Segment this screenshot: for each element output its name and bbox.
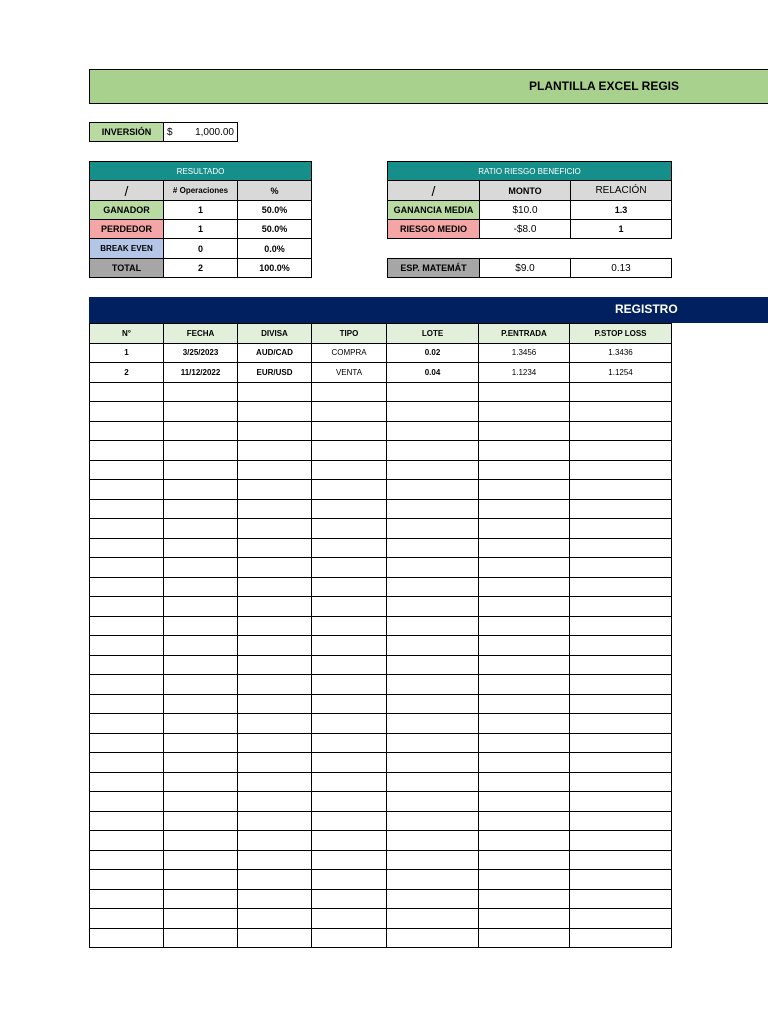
table-cell[interactable] (238, 655, 312, 675)
ratio-col-monto: MONTO (479, 180, 571, 201)
table-cell[interactable] (164, 753, 238, 773)
esp-matemat-label: ESP. MATEMÁT (387, 258, 480, 278)
table-cell[interactable] (238, 402, 312, 422)
trade-log-table (89, 323, 672, 948)
table-cell[interactable] (90, 655, 164, 675)
table-cell[interactable] (387, 675, 479, 695)
table-cell[interactable] (90, 753, 164, 773)
table-cell[interactable]: 0.02 (387, 343, 479, 363)
table-row (90, 694, 672, 714)
table-cell[interactable] (570, 928, 672, 948)
table-cell[interactable] (312, 402, 387, 422)
table-cell[interactable]: 1.3456 (479, 343, 570, 363)
table-cell[interactable] (479, 928, 570, 948)
table-cell[interactable] (479, 402, 570, 422)
table-cell[interactable] (238, 889, 312, 909)
table-cell[interactable]: 2 (90, 363, 164, 383)
resultado-col-pct: % (237, 180, 312, 201)
break-even-pct[interactable]: 0.0% (237, 238, 312, 259)
table-cell[interactable]: AUD/CAD (238, 343, 312, 363)
table-cell[interactable] (164, 889, 238, 909)
table-cell[interactable] (312, 889, 387, 909)
table-cell[interactable] (479, 792, 570, 812)
table-cell[interactable] (387, 772, 479, 792)
table-cell[interactable] (238, 831, 312, 851)
table-cell[interactable] (387, 733, 479, 753)
table-cell[interactable] (238, 577, 312, 597)
ganancia-media-monto[interactable]: $10.0 (479, 200, 571, 220)
table-cell[interactable] (90, 441, 164, 461)
table-cell[interactable] (164, 616, 238, 636)
riesgo-medio-monto[interactable]: -$8.0 (479, 219, 571, 239)
table-cell[interactable] (90, 538, 164, 558)
ratio-header: RATIO RIESGO BENEFICIO (387, 161, 672, 181)
table-cell[interactable] (90, 460, 164, 480)
table-cell[interactable] (479, 538, 570, 558)
table-row (90, 675, 672, 695)
table-cell[interactable] (479, 753, 570, 773)
table-cell[interactable] (238, 870, 312, 890)
table-cell[interactable] (570, 382, 672, 402)
table-cell[interactable] (570, 558, 672, 578)
table-cell[interactable] (312, 499, 387, 519)
table-cell[interactable] (570, 675, 672, 695)
registro-band (89, 297, 768, 323)
table-cell[interactable] (238, 519, 312, 539)
table-cell[interactable] (387, 850, 479, 870)
total-label: TOTAL (89, 258, 164, 278)
table-cell[interactable] (164, 733, 238, 753)
table-cell[interactable] (164, 558, 238, 578)
table-cell[interactable] (479, 421, 570, 441)
table-cell[interactable] (312, 636, 387, 656)
table-cell[interactable] (164, 382, 238, 402)
table-cell[interactable] (387, 889, 479, 909)
table-cell[interactable] (312, 792, 387, 812)
table-cell[interactable] (387, 909, 479, 929)
table-cell[interactable] (238, 694, 312, 714)
esp-matemat-monto[interactable]: $9.0 (479, 258, 571, 278)
table-cell[interactable] (238, 382, 312, 402)
table-cell[interactable] (90, 577, 164, 597)
perdedor-pct[interactable]: 50.0% (237, 219, 312, 239)
table-cell[interactable] (164, 714, 238, 734)
table-header-row (90, 324, 672, 344)
riesgo-medio-label: RIESGO MEDIO (387, 219, 480, 239)
table-cell[interactable] (238, 675, 312, 695)
table-cell[interactable] (90, 636, 164, 656)
table-cell[interactable] (387, 558, 479, 578)
ganancia-media-label: GANANCIA MEDIA (387, 200, 480, 220)
esp-matemat-relacion[interactable]: 0.13 (570, 258, 672, 278)
table-cell[interactable] (387, 460, 479, 480)
table-cell[interactable] (479, 460, 570, 480)
table-cell[interactable] (164, 577, 238, 597)
table-cell[interactable] (570, 421, 672, 441)
table-cell[interactable] (387, 402, 479, 422)
table-cell[interactable]: 1.1234 (479, 363, 570, 383)
table-cell[interactable] (387, 616, 479, 636)
table-row (90, 909, 672, 929)
table-cell[interactable] (479, 694, 570, 714)
table-cell[interactable] (238, 753, 312, 773)
table-cell[interactable] (479, 519, 570, 539)
table-cell[interactable]: 3/25/2023 (164, 343, 238, 363)
ganador-ops[interactable]: 1 (163, 200, 238, 220)
investment-amount: 1,000.00 (195, 126, 234, 138)
table-row (90, 597, 672, 617)
table-row (90, 772, 672, 792)
table-cell[interactable] (312, 597, 387, 617)
table-cell[interactable] (570, 402, 672, 422)
table-cell[interactable] (570, 480, 672, 500)
table-cell[interactable] (90, 519, 164, 539)
perdedor-ops[interactable]: 1 (163, 219, 238, 239)
table-cell[interactable] (387, 538, 479, 558)
investment-value[interactable] (163, 122, 238, 142)
table-row (90, 831, 672, 851)
col-header-n: N° (90, 324, 164, 344)
table-cell[interactable] (90, 772, 164, 792)
table-cell[interactable] (479, 850, 570, 870)
table-cell[interactable] (479, 714, 570, 734)
table-cell[interactable] (238, 909, 312, 929)
resultado-col-slash: / (89, 180, 164, 201)
table-cell[interactable] (312, 870, 387, 890)
table-cell[interactable] (164, 831, 238, 851)
table-cell[interactable] (312, 694, 387, 714)
table-row (90, 714, 672, 734)
table-cell[interactable] (238, 441, 312, 461)
table-cell[interactable] (164, 694, 238, 714)
registro-title: REGISTRO (615, 302, 678, 316)
table-cell[interactable] (387, 519, 479, 539)
table-cell[interactable]: VENTA (312, 363, 387, 383)
table-cell[interactable] (90, 909, 164, 929)
table-row (90, 733, 672, 753)
table-row (90, 382, 672, 402)
table-cell[interactable] (570, 870, 672, 890)
table-cell[interactable] (570, 655, 672, 675)
table-cell[interactable] (570, 577, 672, 597)
table-cell[interactable] (570, 597, 672, 617)
table-cell[interactable] (479, 382, 570, 402)
table-cell[interactable] (164, 480, 238, 500)
table-cell[interactable] (387, 499, 479, 519)
table-cell[interactable] (570, 792, 672, 812)
table-cell[interactable] (387, 421, 479, 441)
table-cell[interactable] (90, 792, 164, 812)
table-cell[interactable] (570, 441, 672, 461)
table-cell[interactable] (479, 733, 570, 753)
investment-label: INVERSIÓN (89, 122, 164, 142)
table-cell[interactable]: 1 (90, 343, 164, 363)
table-cell[interactable] (387, 597, 479, 617)
table-cell[interactable] (312, 421, 387, 441)
table-row (90, 343, 672, 363)
table-cell[interactable] (570, 499, 672, 519)
table-cell[interactable] (387, 928, 479, 948)
table-cell[interactable] (570, 714, 672, 734)
table-row (90, 499, 672, 519)
table-cell[interactable] (479, 655, 570, 675)
table-cell[interactable] (387, 870, 479, 890)
table-cell[interactable] (312, 928, 387, 948)
table-cell[interactable]: EUR/USD (238, 363, 312, 383)
table-cell[interactable] (387, 811, 479, 831)
table-cell[interactable] (479, 636, 570, 656)
table-cell[interactable] (90, 616, 164, 636)
table-cell[interactable] (90, 889, 164, 909)
table-cell[interactable] (90, 421, 164, 441)
table-cell[interactable] (570, 831, 672, 851)
table-cell[interactable]: COMPRA (312, 343, 387, 363)
table-cell[interactable] (312, 382, 387, 402)
table-row (90, 421, 672, 441)
table-cell[interactable] (312, 519, 387, 539)
table-cell[interactable] (238, 733, 312, 753)
ratio-col-slash: / (387, 180, 480, 201)
table-cell[interactable] (90, 733, 164, 753)
table-row (90, 519, 672, 539)
table-cell[interactable] (570, 460, 672, 480)
table-cell[interactable] (387, 831, 479, 851)
table-cell[interactable] (479, 811, 570, 831)
perdedor-label: PERDEDOR (89, 219, 164, 239)
table-row (90, 928, 672, 948)
table-cell[interactable] (90, 382, 164, 402)
table-cell[interactable] (90, 811, 164, 831)
table-cell[interactable] (90, 675, 164, 695)
table-cell[interactable] (164, 499, 238, 519)
table-cell[interactable] (238, 792, 312, 812)
table-cell[interactable] (238, 480, 312, 500)
break-even-ops[interactable]: 0 (163, 238, 238, 259)
table-cell[interactable] (312, 772, 387, 792)
title-band (89, 69, 768, 104)
total-ops[interactable]: 2 (163, 258, 238, 278)
table-cell[interactable] (164, 402, 238, 422)
table-cell[interactable] (570, 850, 672, 870)
resultado-col-ops: # Operaciones (163, 180, 238, 201)
table-cell[interactable] (164, 538, 238, 558)
table-row (90, 460, 672, 480)
table-cell[interactable] (479, 441, 570, 461)
table-row (90, 616, 672, 636)
table-cell[interactable] (312, 811, 387, 831)
table-cell[interactable] (570, 811, 672, 831)
table-row (90, 363, 672, 383)
table-cell[interactable] (479, 870, 570, 890)
table-cell[interactable] (238, 499, 312, 519)
table-row (90, 889, 672, 909)
break-even-label: BREAK EVEN (89, 238, 164, 259)
table-cell[interactable]: 11/12/2022 (164, 363, 238, 383)
ganador-label: GANADOR (89, 200, 164, 220)
table-cell[interactable] (312, 753, 387, 773)
table-cell[interactable] (90, 402, 164, 422)
table-cell[interactable] (164, 870, 238, 890)
table-row (90, 636, 672, 656)
table-cell[interactable] (479, 675, 570, 695)
table-cell[interactable] (164, 772, 238, 792)
riesgo-medio-relacion[interactable]: 1 (570, 219, 672, 239)
table-cell[interactable] (164, 909, 238, 929)
table-cell[interactable] (312, 460, 387, 480)
table-cell[interactable] (90, 558, 164, 578)
table-cell[interactable] (479, 480, 570, 500)
table-cell[interactable] (479, 909, 570, 929)
table-cell[interactable] (312, 675, 387, 695)
table-cell[interactable] (164, 850, 238, 870)
table-cell[interactable] (164, 811, 238, 831)
ganancia-media-relacion[interactable]: 1.3 (570, 200, 672, 220)
table-cell[interactable] (238, 636, 312, 656)
table-cell[interactable] (90, 831, 164, 851)
table-cell[interactable] (479, 772, 570, 792)
table-cell[interactable] (387, 577, 479, 597)
table-row (90, 850, 672, 870)
table-cell[interactable] (387, 714, 479, 734)
table-cell[interactable] (238, 616, 312, 636)
table-cell[interactable] (164, 675, 238, 695)
col-header-divisa: DIVISA (238, 324, 312, 344)
table-cell[interactable] (238, 772, 312, 792)
table-cell[interactable] (570, 538, 672, 558)
table-cell[interactable] (312, 909, 387, 929)
table-cell[interactable] (238, 850, 312, 870)
table-cell[interactable] (387, 636, 479, 656)
table-cell[interactable] (387, 480, 479, 500)
table-row (90, 577, 672, 597)
table-cell[interactable] (164, 421, 238, 441)
table-cell[interactable] (164, 441, 238, 461)
table-cell[interactable] (479, 889, 570, 909)
table-cell[interactable] (312, 831, 387, 851)
table-cell[interactable] (90, 597, 164, 617)
table-cell[interactable]: 1.3436 (570, 343, 672, 363)
table-cell[interactable] (570, 889, 672, 909)
table-cell[interactable] (312, 577, 387, 597)
table-cell[interactable] (479, 831, 570, 851)
table-cell[interactable] (90, 870, 164, 890)
col-header-lote: LOTE (387, 324, 479, 344)
table-cell[interactable] (238, 597, 312, 617)
table-cell[interactable] (312, 714, 387, 734)
table-cell[interactable] (90, 480, 164, 500)
ganador-pct[interactable]: 50.0% (237, 200, 312, 220)
table-cell[interactable] (312, 616, 387, 636)
table-row (90, 402, 672, 422)
table-cell[interactable] (387, 792, 479, 812)
table-cell[interactable]: 0.04 (387, 363, 479, 383)
table-cell[interactable] (238, 558, 312, 578)
table-cell[interactable] (164, 792, 238, 812)
table-cell[interactable] (479, 597, 570, 617)
table-cell[interactable] (312, 655, 387, 675)
table-cell[interactable] (164, 928, 238, 948)
col-header-stop-loss: P.STOP LOSS (570, 324, 672, 344)
table-row (90, 811, 672, 831)
table-cell[interactable] (570, 636, 672, 656)
page-title: PLANTILLA EXCEL REGIS (529, 79, 680, 93)
table-row (90, 792, 672, 812)
col-header-fecha: FECHA (164, 324, 238, 344)
table-row (90, 480, 672, 500)
table-row (90, 753, 672, 773)
table-cell[interactable] (570, 772, 672, 792)
table-cell[interactable] (164, 636, 238, 656)
table-cell[interactable] (90, 694, 164, 714)
table-cell[interactable] (312, 733, 387, 753)
table-cell[interactable] (479, 558, 570, 578)
col-header-tipo: TIPO (312, 324, 387, 344)
table-cell[interactable] (570, 519, 672, 539)
table-row (90, 655, 672, 675)
table-cell[interactable] (312, 480, 387, 500)
table-cell[interactable] (387, 694, 479, 714)
resultado-header: RESULTADO (89, 161, 312, 181)
table-cell[interactable] (387, 753, 479, 773)
table-cell[interactable] (164, 597, 238, 617)
table-cell[interactable] (164, 655, 238, 675)
table-cell[interactable] (90, 714, 164, 734)
table-cell[interactable] (238, 460, 312, 480)
total-pct[interactable]: 100.0% (237, 258, 312, 278)
ratio-col-relacion: RELACIÓN (570, 180, 672, 201)
table-cell[interactable] (479, 616, 570, 636)
table-cell[interactable] (238, 538, 312, 558)
table-cell[interactable] (312, 441, 387, 461)
table-cell[interactable] (312, 558, 387, 578)
table-row (90, 558, 672, 578)
table-cell[interactable] (238, 714, 312, 734)
table-cell[interactable] (238, 811, 312, 831)
table-cell[interactable] (312, 850, 387, 870)
table-cell[interactable] (238, 421, 312, 441)
table-cell[interactable] (387, 655, 479, 675)
table-cell[interactable] (164, 460, 238, 480)
table-cell[interactable] (570, 909, 672, 929)
currency-symbol: $ (167, 126, 173, 138)
table-cell[interactable] (90, 499, 164, 519)
col-header-entrada: P.ENTRADA (479, 324, 570, 344)
table-cell[interactable] (570, 616, 672, 636)
table-cell[interactable] (570, 694, 672, 714)
table-cell[interactable] (238, 928, 312, 948)
table-row (90, 441, 672, 461)
table-cell[interactable] (90, 928, 164, 948)
table-cell[interactable] (312, 538, 387, 558)
table-cell[interactable] (479, 577, 570, 597)
table-row (90, 538, 672, 558)
table-cell[interactable] (479, 499, 570, 519)
table-cell[interactable] (387, 441, 479, 461)
table-cell[interactable] (570, 753, 672, 773)
table-row (90, 870, 672, 890)
table-cell[interactable] (164, 519, 238, 539)
table-cell[interactable] (387, 382, 479, 402)
table-cell[interactable] (90, 850, 164, 870)
table-cell[interactable] (570, 733, 672, 753)
table-cell[interactable]: 1.1254 (570, 363, 672, 383)
